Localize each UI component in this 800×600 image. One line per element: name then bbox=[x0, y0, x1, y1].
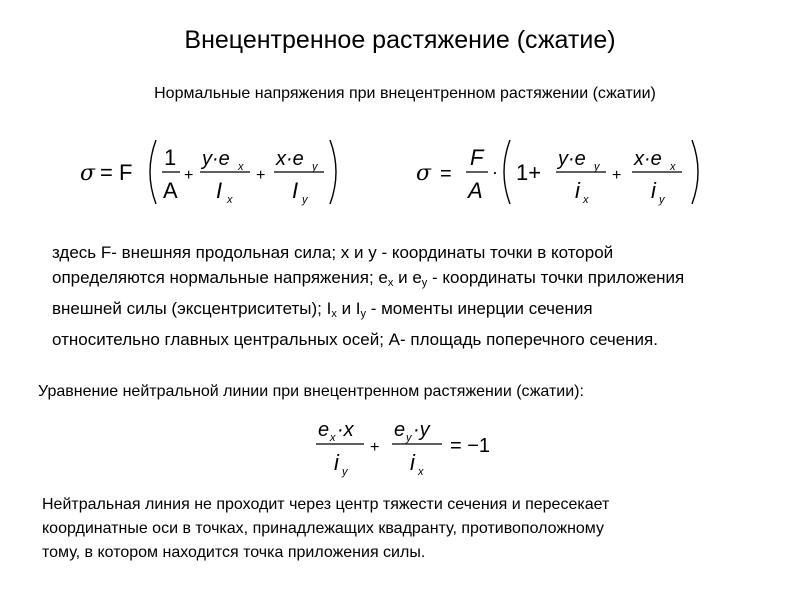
f2-one-plus: 1+ bbox=[516, 160, 542, 185]
f3-num1-sub: x bbox=[330, 432, 336, 444]
f1-A: A bbox=[163, 178, 178, 203]
legend-line-4: относительно главных центральных осей; А- площадь поперечного сечения. bbox=[52, 330, 658, 349]
f2-plus: + bbox=[612, 167, 622, 184]
f2-left-paren bbox=[504, 140, 510, 204]
f3-plus: + bbox=[370, 439, 380, 456]
slide-title: Внецентренное растяжение (сжатие) bbox=[184, 26, 616, 54]
legend-line-1: здесь F- внешняя продольная сила; x и y - координаты точки в которой bbox=[52, 243, 614, 262]
stress-formula-radii-of-gyration bbox=[412, 128, 718, 216]
f1-one: 1 bbox=[164, 145, 177, 170]
f1-num3-sub: y bbox=[312, 161, 318, 173]
f1-num3: x·e bbox=[276, 148, 304, 170]
f1-right-paren bbox=[330, 140, 336, 204]
f2-num2: y·e bbox=[558, 148, 586, 170]
f1-den2-sub: x bbox=[227, 194, 233, 206]
legend-line-3: внешней силы (эксцентриситеты); $I_x$ и $I_y$ - моменты инерции сечения bbox=[52, 299, 593, 320]
f2-den3-sub: y bbox=[659, 194, 665, 206]
f1-plus2: + bbox=[256, 167, 266, 184]
f1-plus1: + bbox=[184, 167, 194, 184]
f1-left-paren bbox=[150, 140, 156, 204]
f1-den3: I bbox=[292, 178, 299, 203]
f1-den2: I bbox=[216, 178, 223, 203]
f3-equals-minus-one: = −1 bbox=[450, 435, 491, 457]
f1-equals-F: = F bbox=[100, 160, 133, 185]
f3-num2-rest: ·y bbox=[413, 419, 430, 441]
f2-F: F bbox=[470, 145, 484, 170]
f2-sigma: σ bbox=[416, 161, 432, 186]
f3-den2: i bbox=[410, 450, 415, 475]
legend-line-2: определяются нормальные напряжения; $e_x$ и $e_y$ - координаты точки приложения bbox=[52, 268, 685, 289]
f3-num2-sub: y bbox=[406, 432, 412, 444]
f2-num3: x·e bbox=[634, 148, 662, 170]
f1-den3-sub: y bbox=[302, 194, 308, 206]
f2-A: A bbox=[468, 178, 483, 203]
f3-den2-sub: x bbox=[418, 466, 424, 478]
f3-num1-e: e bbox=[318, 419, 330, 441]
stress-formula-moments-of-inertia bbox=[80, 128, 350, 216]
f3-num2-e: e bbox=[394, 419, 406, 441]
conclusion-text bbox=[42, 493, 782, 565]
slide-subtitle: Нормальные напряжения при внецентренном растяжении (сжатии) bbox=[154, 85, 656, 102]
f2-equals: = bbox=[440, 163, 452, 185]
f1-num2: y·e bbox=[202, 148, 230, 170]
f1-num2-sub: x bbox=[238, 161, 244, 173]
conclusion-line-3: тому, в котором находится точка приложения силы. bbox=[42, 544, 426, 561]
f2-num2-sub: y bbox=[594, 161, 600, 173]
neutral-line-formula bbox=[312, 410, 518, 480]
f1-sigma: σ bbox=[80, 161, 96, 186]
formula-legend bbox=[52, 240, 787, 352]
f2-den2-sub: x bbox=[583, 194, 589, 206]
f2-right-paren bbox=[692, 140, 698, 204]
f3-den1: i bbox=[334, 450, 339, 475]
f2-dot: · bbox=[492, 162, 498, 182]
f2-den2: i bbox=[575, 178, 580, 203]
f2-num3-sub: x bbox=[670, 161, 676, 173]
conclusion-line-1: Нейтральная линия не проходит через центр тяжести сечения и пересекает bbox=[42, 496, 610, 513]
conclusion-line-2: координатные оси в точках, принадлежащих квадранту, противоположному bbox=[42, 520, 604, 537]
f2-den3: i bbox=[651, 178, 656, 203]
f3-den1-sub: y bbox=[342, 466, 348, 478]
f3-num1-rest: ·x bbox=[337, 419, 354, 441]
neutral-line-heading: Уравнение нейтральной линии при внецентренном растяжении (сжатии): bbox=[38, 383, 584, 400]
